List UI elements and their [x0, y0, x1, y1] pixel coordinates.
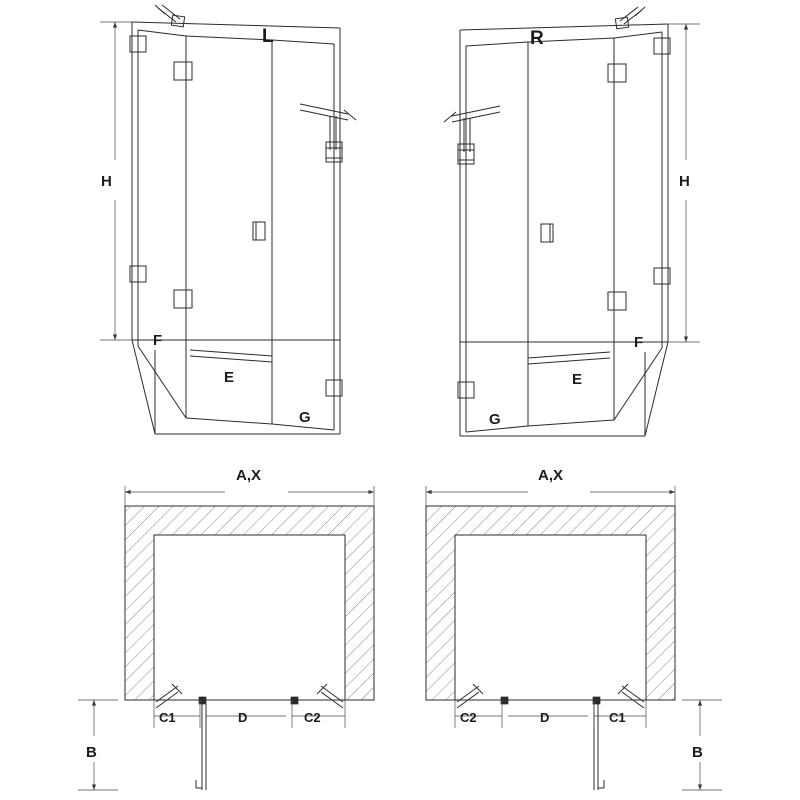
- elevation-left-variant-label: L: [262, 26, 274, 47]
- plan-right-width-label: A,X: [538, 467, 564, 484]
- plan-left-walls: [125, 506, 374, 700]
- plan-left-segment-d-label: D: [238, 710, 248, 725]
- plan-left-hinge-left: [156, 684, 182, 708]
- elevation-left-panel-g: [272, 40, 334, 430]
- plan-left-hinge-right: [317, 684, 343, 708]
- elevation-left-panel-g-label: G: [299, 409, 311, 426]
- plan-left-width-label: A,X: [236, 467, 262, 484]
- plan-left-segment-c1-label: C1: [159, 710, 176, 725]
- plan-left-depth-dimension: [78, 700, 118, 790]
- elevation-right-panel-g-label: G: [489, 411, 501, 428]
- elevation-right-height-label: H: [679, 173, 690, 190]
- plan-right-walls: [426, 506, 675, 700]
- elevation-left-panel-f-label: F: [153, 332, 163, 349]
- elevation-left-panel-e: [186, 36, 272, 424]
- elevation-left-height-label: H: [101, 173, 112, 190]
- elevation-right-view: [444, 7, 700, 436]
- plan-right-segment-c1-label: C1: [609, 710, 626, 725]
- elevation-right-panel-g: [466, 42, 528, 432]
- plan-left-glass: [154, 697, 345, 704]
- plan-right-hinge-left: [457, 684, 483, 708]
- elevation-right-variant-label: R: [530, 28, 544, 49]
- elevation-left-panel-e-label: E: [224, 369, 235, 386]
- elevation-right-floor: [460, 24, 668, 436]
- plan-left-depth-label: B: [86, 744, 97, 761]
- plan-left-segment-c2-label: C2: [304, 710, 321, 725]
- elevation-left-floor: [132, 22, 340, 434]
- plan-left-width-dimension: [125, 486, 374, 506]
- plan-right-view: [426, 467, 722, 790]
- plan-left-door-swing: [196, 704, 206, 790]
- elevation-right-panel-f: [614, 32, 662, 420]
- plan-right-width-dimension: [426, 486, 675, 506]
- elevation-right-panel-f-label: F: [634, 334, 644, 351]
- elevation-right-panel-e-label: E: [572, 371, 583, 388]
- plan-left-view: [78, 467, 374, 790]
- plan-right-segment-d-label: D: [540, 710, 550, 725]
- plan-right-glass: [455, 697, 646, 704]
- plan-right-depth-label: B: [692, 744, 703, 761]
- elevation-left-view: [100, 5, 356, 434]
- plan-right-door-swing: [594, 704, 604, 790]
- plan-right-hinge-right: [618, 684, 644, 708]
- elevation-right-handle: [541, 224, 553, 242]
- elevation-left-handle: [253, 222, 265, 240]
- elevation-left-panel-f: [138, 30, 186, 418]
- elevation-right-stabiliser-left: [444, 106, 500, 164]
- plan-right-segment-c2-label: C2: [460, 710, 477, 725]
- elevation-left-stabiliser-right: [300, 104, 356, 162]
